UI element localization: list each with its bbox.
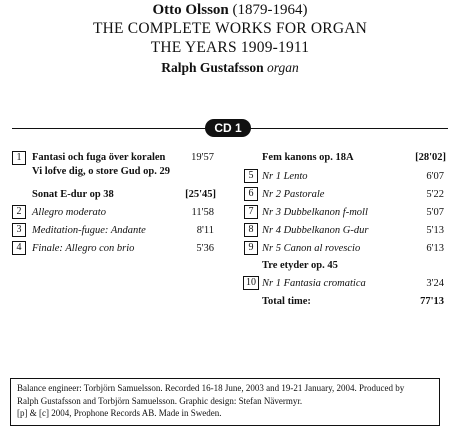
track-3-title: Meditation-fugue: Andante	[32, 225, 146, 236]
track-6-title: Nr 2 Pastorale	[262, 189, 325, 200]
track-number-5: 5	[244, 169, 258, 183]
track-7-title: Nr 3 Dubbelkanon f-moll	[262, 207, 368, 218]
track-6-time: 5'22	[426, 189, 444, 200]
track-1-title-line1: Fantasi och fuga över koralen	[32, 152, 166, 163]
kanons-total-time: [28'02]	[415, 152, 446, 163]
track-1-time: 19'57	[191, 152, 214, 163]
cd-label: CD 1	[205, 119, 251, 137]
track-3-time: 8'11	[196, 225, 214, 236]
track-10-title: Nr 1 Fantasia cromatica	[262, 278, 366, 289]
track-7-time: 5'07	[426, 207, 444, 218]
track-number-3: 3	[12, 223, 26, 237]
total-time-label: Total time:	[262, 296, 311, 307]
album-title-line1: THE COMPLETE WORKS FOR ORGAN	[93, 20, 367, 37]
credits-line-3: [p] & [c] 2004, Prophone Records AB. Made in Sweden.	[17, 408, 222, 418]
album-title-line2: THE YEARS 1909-1911	[150, 39, 310, 56]
track-5-title: Nr 1 Lento	[262, 171, 308, 182]
etyder-title: Tre etyder op. 45	[262, 260, 338, 271]
track-4-time: 5'36	[196, 243, 214, 254]
total-time-value: 77'13	[420, 296, 444, 307]
track-8-time: 5'13	[426, 225, 444, 236]
performer-name: Ralph Gustafsson	[161, 60, 264, 75]
performer-line	[0, 60, 460, 76]
kanons-title: Fem kanons op. 18A	[262, 152, 354, 163]
track-5-time: 6'07	[426, 171, 444, 182]
composer-line	[0, 2, 460, 19]
credits-box	[10, 378, 440, 426]
track-9-time: 6'13	[426, 243, 444, 254]
track-number-1: 1	[12, 151, 26, 165]
track-number-7: 7	[244, 205, 258, 219]
track-number-6: 6	[244, 187, 258, 201]
composer-name: Otto Olsson	[152, 2, 229, 18]
track-number-2: 2	[12, 205, 26, 219]
track-number-8: 8	[244, 223, 258, 237]
track-number-4: 4	[12, 241, 26, 255]
track-4-title: Finale: Allegro con brio	[32, 243, 135, 254]
credits-line-2: Ralph Gustafsson and Torbjörn Samuelsson. Graphic design: Stefan Nävermyr.	[17, 395, 303, 406]
performer-instrument: organ	[267, 60, 299, 75]
track-2-title: Allegro moderato	[32, 207, 106, 218]
track-number-9: 9	[244, 241, 258, 255]
track-10-time: 3'24	[426, 278, 444, 289]
track-2-time: 11'58	[191, 207, 214, 218]
track-9-title: Nr 5 Canon al rovescio	[262, 243, 361, 254]
composer-dates: (1879-1964)	[232, 2, 308, 18]
sonata-total-time: [25'45]	[185, 189, 216, 200]
sonata-title: Sonat E-dur op 38	[32, 189, 114, 200]
credits-line-1: Balance engineer: Torbjörn Samuelsson. Recorded 16-18 June, 2003 and 19-21 January, 2004. Produced by	[17, 383, 405, 393]
track-8-title: Nr 4 Dubbelkanon G-dur	[262, 225, 369, 236]
track-1-title-line2: Vi lofve dig, o store Gud op. 29	[32, 166, 170, 177]
track-number-10: 10	[243, 276, 259, 290]
